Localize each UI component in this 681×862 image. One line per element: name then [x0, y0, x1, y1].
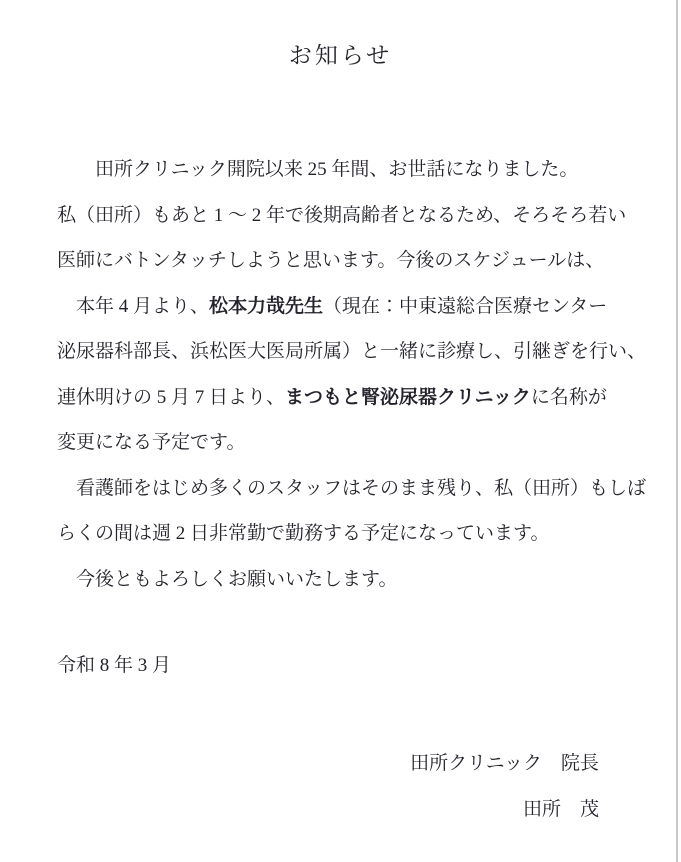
- text-run: 看護師をはじめ多くのスタッフはそのまま残り、私（田所）もしば: [57, 477, 647, 499]
- body-line: [57, 466, 647, 512]
- body-line: [57, 193, 637, 239]
- body-line: [57, 329, 647, 375]
- emphasized-text-run: まつもと腎泌尿器クリニック: [285, 386, 531, 408]
- signature-name: 田所 茂: [522, 798, 599, 820]
- body-line: [57, 511, 637, 557]
- emphasized-text-run: 松本力哉先生: [209, 295, 324, 317]
- text-run: 連休明けの 5 月 7 日より、: [57, 386, 286, 408]
- signature-org-title: 田所クリニック 院長: [410, 753, 599, 774]
- text-run: 泌尿器科部長、浜松医大医局所属）と一緒に診療し、引継ぎを行い、: [57, 341, 647, 362]
- text-run: に名称が: [530, 386, 607, 408]
- text-run: 私（田所）もあと 1 ～ 2 年で後期高齢者となるため、そろそろ若い: [57, 204, 627, 226]
- body-line: [57, 147, 637, 193]
- signature-block: [410, 741, 599, 832]
- date-line: 令和 8 年 3 月: [57, 655, 172, 676]
- text-run: 田所クリニック開院以来 25 年間、お世話になりました。: [57, 159, 579, 180]
- notice-body: [57, 147, 647, 602]
- text-run: （現在：中東遠総合医療センター: [323, 295, 608, 317]
- body-line: [57, 238, 637, 284]
- body-line: [57, 557, 637, 603]
- page-right-border: [676, 0, 678, 862]
- notice-title: お知らせ: [288, 43, 393, 68]
- body-line: [57, 284, 637, 330]
- text-run: 本年 4 月より、: [57, 295, 210, 317]
- body-line: [57, 420, 637, 466]
- body-line: [57, 375, 637, 421]
- text-run: 医師にバトンタッチしようと思います。今後のスケジュールは、: [57, 250, 605, 271]
- text-run: 今後ともよろしくお願いいたします。: [57, 568, 398, 590]
- text-run: らくの間は週 2 日非常勤で勤務する予定になっています。: [57, 523, 550, 544]
- text-run: 変更になる予定です。: [57, 432, 246, 453]
